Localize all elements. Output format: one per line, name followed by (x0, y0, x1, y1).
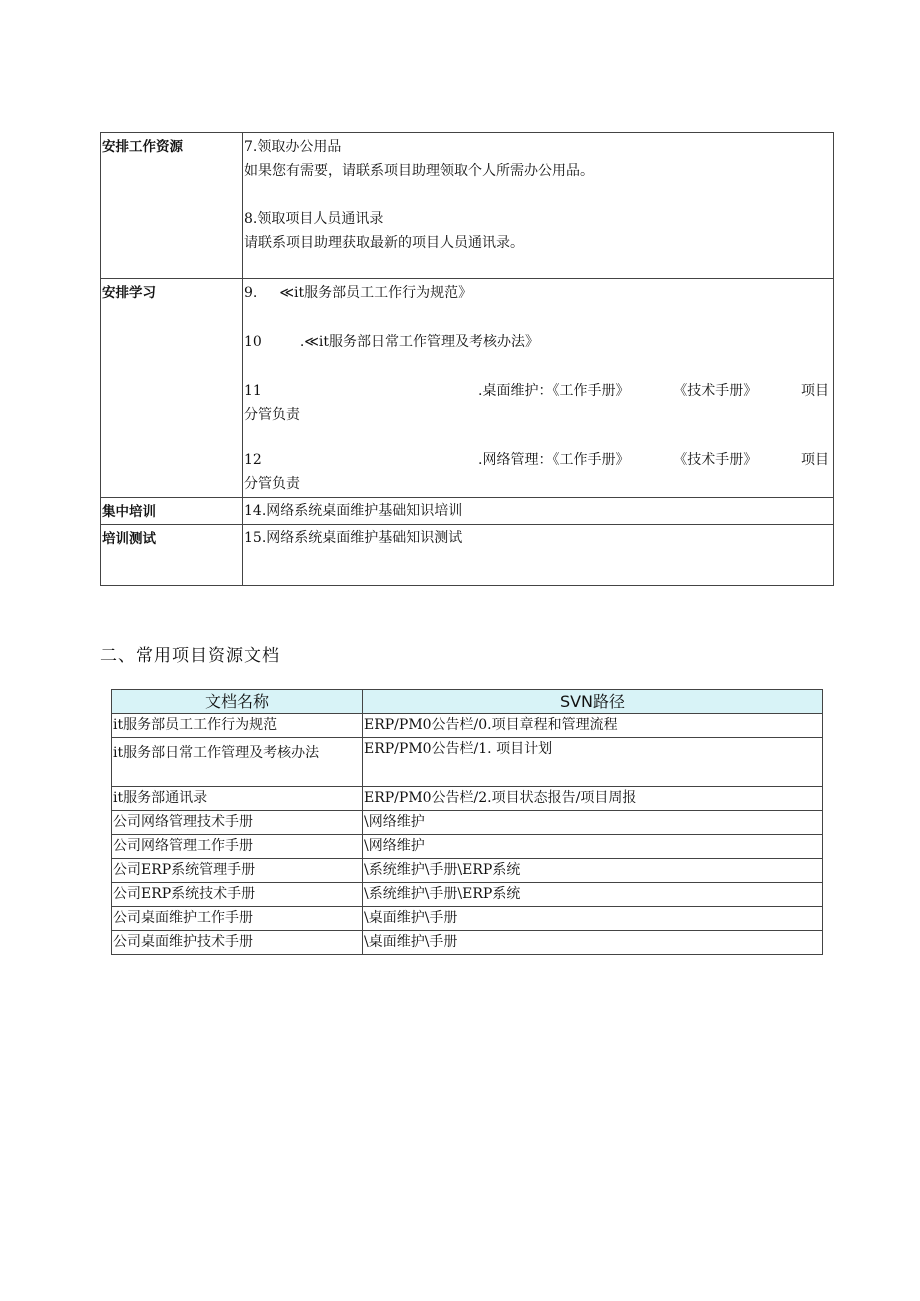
row-content: 15.网络系统桌面维护基础知识测试 (243, 525, 834, 586)
doc-name: 公司ERP系统技术手册 (112, 883, 363, 907)
row-label: 培训测试 (101, 525, 243, 586)
item-text: .网络管理：《工作手册》 (478, 452, 630, 468)
svn-path: \桌面维护\手册 (363, 907, 823, 931)
item-text: 分管负责 (244, 407, 300, 423)
study-item (244, 379, 833, 427)
svn-path: \系统维护\手册\ERP系统 (363, 859, 823, 883)
table-row (101, 525, 834, 586)
table-row (112, 738, 823, 787)
doc-name: 公司桌面维护技术手册 (112, 931, 363, 955)
doc-name: 公司网络管理工作手册 (112, 835, 363, 859)
table-row (112, 859, 823, 883)
table-row (112, 835, 823, 859)
item-text: 分管负责 (244, 476, 300, 492)
item-text: ≪it服务部员工工作行为规范》 (279, 285, 473, 301)
table-row (101, 498, 834, 525)
doc-name: 公司桌面维护工作手册 (112, 907, 363, 931)
item-desc: 如果您有需要，请联系项目助理领取个人所需办公用品。 (244, 163, 594, 179)
item-title: 8.领取项目人员通讯录 (244, 211, 384, 227)
svn-path: ERP/PM0公告栏/1. 项目计划 (363, 738, 823, 787)
table-row (101, 133, 834, 279)
svn-path: \系统维护\手册\ERP系统 (363, 883, 823, 907)
column-header: 文档名称 (112, 690, 363, 714)
row-label: 集中培训 (101, 498, 243, 525)
row-content (243, 133, 834, 279)
table-header-row (112, 690, 823, 714)
svn-path: ERP/PM0公告栏/2.项目状态报告/项目周报 (363, 787, 823, 811)
item-number: 11 (244, 383, 262, 399)
doc-name: 公司网络管理技术手册 (112, 811, 363, 835)
section-heading: 二、常用项目资源文档 (100, 646, 280, 666)
doc-name: it服务部员工工作行为规范 (112, 714, 363, 738)
svn-path: ERP/PM0公告栏/0.项目章程和管理流程 (363, 714, 823, 738)
table-row (112, 883, 823, 907)
row-content: 14.网络系统桌面维护基础知识培训 (243, 498, 834, 525)
item-text: 《技术手册》 (673, 452, 758, 468)
study-item (244, 281, 833, 305)
row-label: 安排学习 (101, 279, 243, 498)
onboarding-table (100, 132, 834, 586)
item-text: 项目 (800, 452, 829, 468)
study-item (244, 330, 833, 354)
item-text: .≪it服务部日常工作管理及考核办法》 (299, 334, 540, 350)
doc-name: it服务部日常工作管理及考核办法 (112, 738, 363, 787)
table-row (101, 279, 834, 498)
row-label: 安排工作资源 (101, 133, 243, 279)
resource-docs-table (111, 689, 823, 955)
svn-path: \网络维护 (363, 835, 823, 859)
study-item (244, 448, 833, 496)
item-number: 12 (244, 452, 262, 468)
item-number: 9. (244, 285, 258, 301)
table-row (112, 787, 823, 811)
item-number: 10 (244, 334, 262, 350)
svn-path: \网络维护 (363, 811, 823, 835)
item-text: 项目 (800, 383, 829, 399)
item-text: 《技术手册》 (673, 383, 758, 399)
item-desc: 请联系项目助理获取最新的项目人员通讯录。 (244, 235, 524, 251)
table-row (112, 907, 823, 931)
doc-name: it服务部通讯录 (112, 787, 363, 811)
item-text: .桌面维护：《工作手册》 (478, 383, 630, 399)
row-content (243, 279, 834, 498)
table-row (112, 811, 823, 835)
svn-path: \桌面维护\手册 (363, 931, 823, 955)
table-row (112, 931, 823, 955)
doc-name: 公司ERP系统管理手册 (112, 859, 363, 883)
table-row (112, 714, 823, 738)
column-header: SVN路径 (363, 690, 823, 714)
item-title: 7.领取办公用品 (244, 139, 342, 155)
